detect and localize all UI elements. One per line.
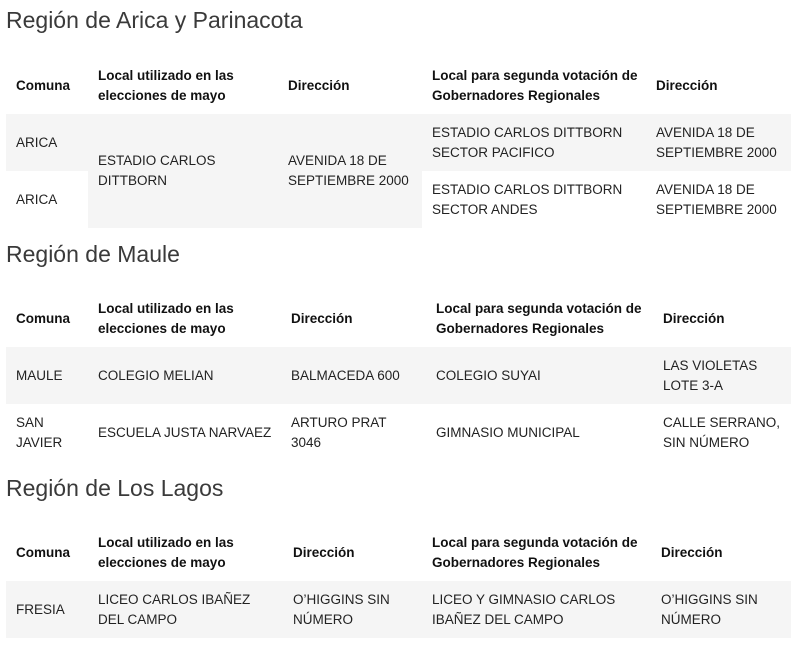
cell-local-mayo: ESCUELA JUSTA NARVAEZ <box>98 424 272 440</box>
header-direccion: Dirección <box>291 310 353 326</box>
header-comuna: Comuna <box>16 77 70 93</box>
header-direccion: Dirección <box>293 544 355 560</box>
header-local-segunda: Local para segunda votación de Gobernadores Regionales <box>432 67 638 103</box>
header-local-segunda: Local para segunda votación de Gobernadores Regionales <box>432 534 638 570</box>
header-direccion-2: Dirección <box>661 544 723 560</box>
cell-comuna: ARICA <box>6 114 88 171</box>
header-comuna: Comuna <box>16 544 70 560</box>
cell-direccion-2: AVENIDA 18 DE SEPTIEMBRE 2000 <box>646 171 791 228</box>
table-header-row <box>6 524 791 581</box>
cell-comuna: FRESIA <box>6 581 88 638</box>
cell-direccion: O’HIGGINS SIN NÚMERO <box>283 581 422 638</box>
cell-local-segunda: COLEGIO SUYAI <box>426 347 653 404</box>
table-los-lagos <box>6 524 791 638</box>
header-local-segunda: Local para segunda votación de Gobernadores Regionales <box>436 300 642 336</box>
table-row <box>6 581 791 638</box>
header-local-mayo: Local utilizado en las elecciones de mayo <box>98 67 234 103</box>
table-row <box>6 404 791 461</box>
cell-local-mayo: LICEO CARLOS IBAÑEZ DEL CAMPO <box>88 581 283 638</box>
cell-comuna: MAULE <box>6 347 88 404</box>
table-row <box>6 114 791 171</box>
region-title-arica: Región de Arica y Parinacota <box>6 7 303 33</box>
cell-local-segunda: LICEO Y GIMNASIO CARLOS IBAÑEZ DEL CAMPO <box>422 581 651 638</box>
cell-comuna: SAN JAVIER <box>16 414 63 450</box>
cell-direccion: ARTURO PRAT 3046 <box>291 414 387 450</box>
header-direccion-2: Dirección <box>656 77 718 93</box>
table-header-row <box>6 57 791 114</box>
header-comuna: Comuna <box>16 310 70 326</box>
table-row <box>6 347 791 404</box>
table-header-row <box>6 290 791 347</box>
header-direccion: Dirección <box>288 77 350 93</box>
region-title-maule: Región de Maule <box>6 241 180 267</box>
cell-local-mayo: ESTADIO CARLOS DITTBORN <box>88 114 278 228</box>
cell-direccion-2: AVENIDA 18 DE SEPTIEMBRE 2000 <box>646 114 791 171</box>
table-arica <box>6 57 791 228</box>
cell-direccion-2: O’HIGGINS SIN NÚMERO <box>651 581 791 638</box>
table-maule <box>6 290 791 461</box>
cell-local-segunda: GIMNASIO MUNICIPAL <box>436 424 580 440</box>
cell-direccion: BALMACEDA 600 <box>281 347 426 404</box>
cell-comuna: ARICA <box>6 171 88 228</box>
cell-local-segunda: ESTADIO CARLOS DITTBORN SECTOR ANDES <box>422 171 646 228</box>
header-local-mayo: Local utilizado en las elecciones de mayo <box>98 534 234 570</box>
cell-direccion-2: CALLE SERRANO, SIN NÚMERO <box>663 414 781 450</box>
cell-local-segunda: ESTADIO CARLOS DITTBORN SECTOR PACIFICO <box>422 114 646 171</box>
header-direccion-2: Dirección <box>663 310 725 326</box>
region-title-los-lagos: Región de Los Lagos <box>6 475 224 501</box>
cell-direccion: AVENIDA 18 DE SEPTIEMBRE 2000 <box>278 114 422 228</box>
cell-direccion-2: LAS VIOLETAS LOTE 3-A <box>653 347 791 404</box>
cell-local-mayo: COLEGIO MELIAN <box>88 347 281 404</box>
header-local-mayo: Local utilizado en las elecciones de mayo <box>98 300 234 336</box>
